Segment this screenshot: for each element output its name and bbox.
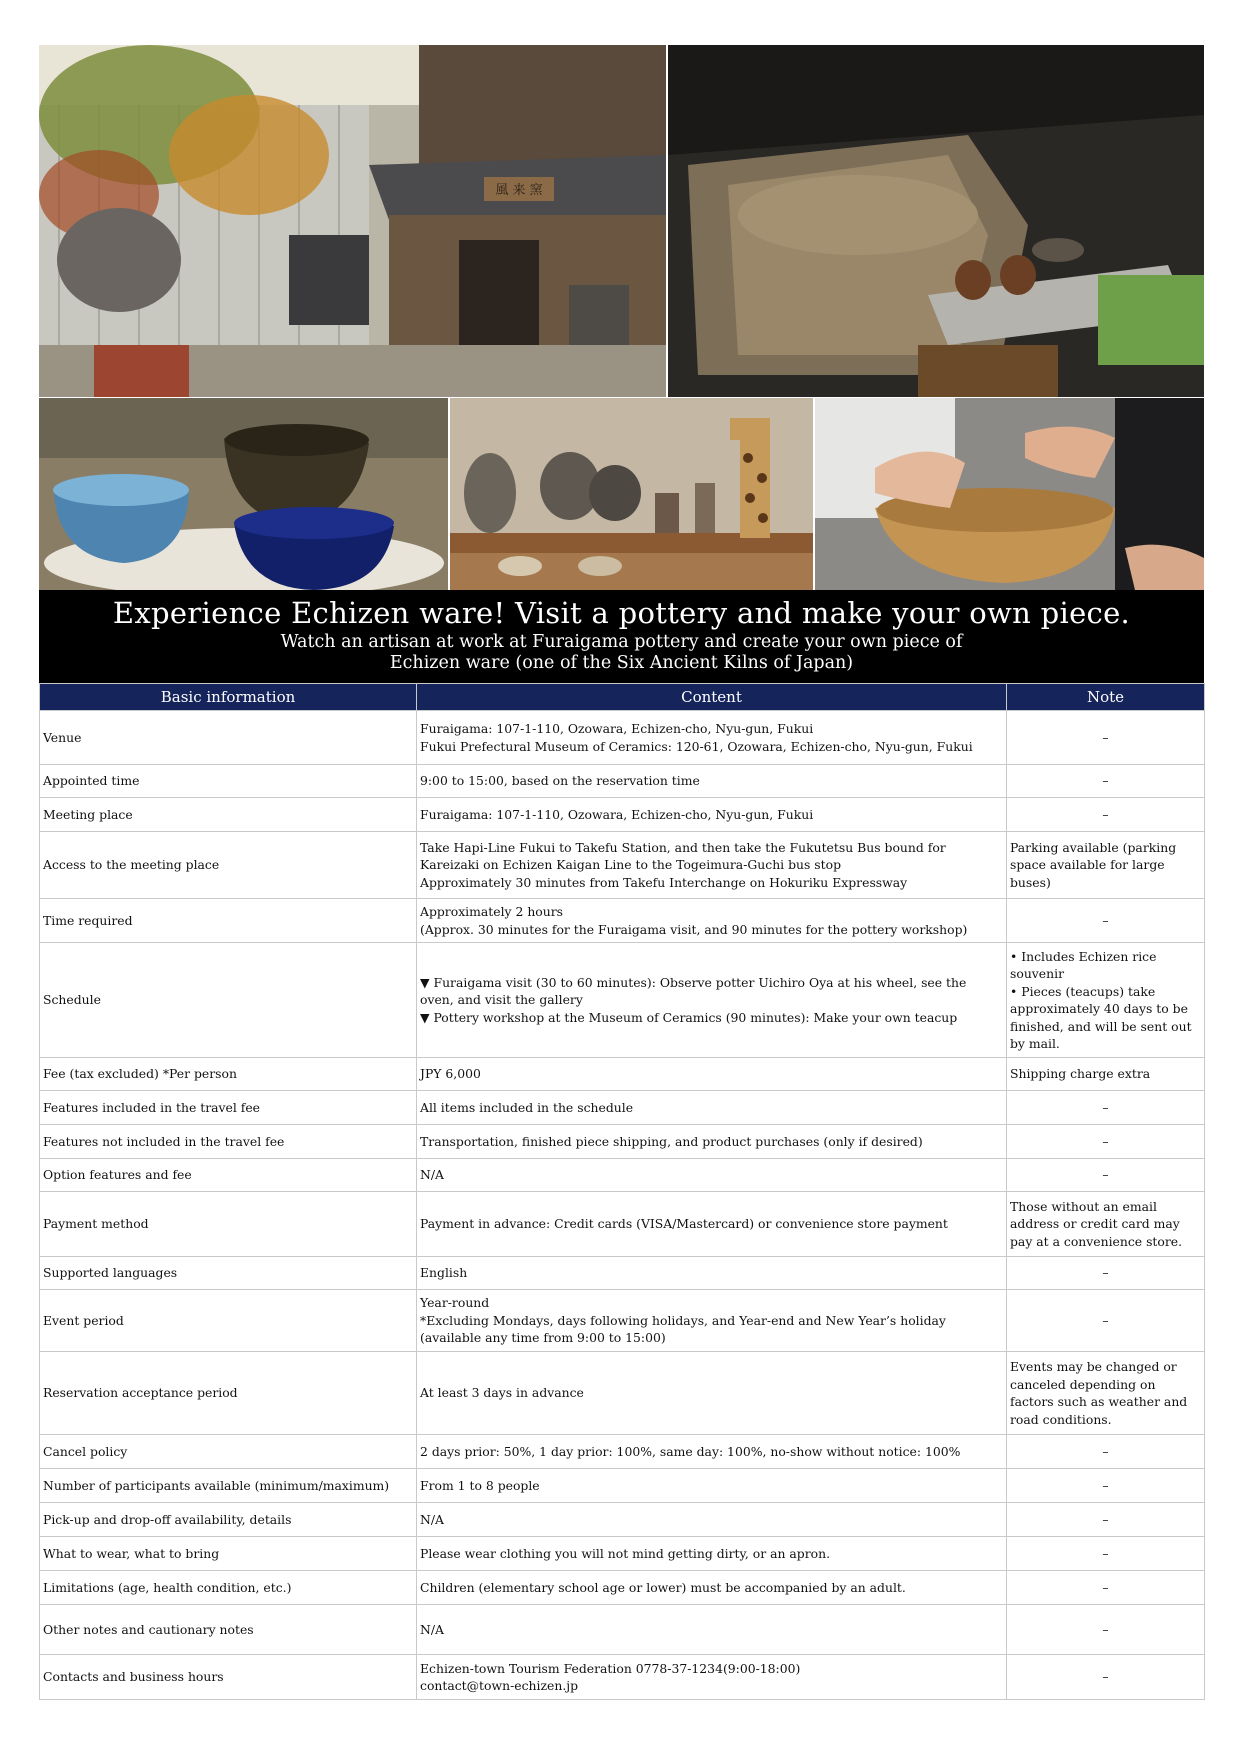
row-content: N/A xyxy=(417,1605,1007,1655)
row-label: Payment method xyxy=(40,1192,417,1257)
row-note: – xyxy=(1007,711,1205,765)
row-note: Parking available (parking space available for large buses) xyxy=(1007,832,1205,899)
row-content: From 1 to 8 people xyxy=(417,1469,1007,1503)
row-label: Pick-up and drop-off availability, details xyxy=(40,1503,417,1537)
table-row xyxy=(40,1125,1205,1159)
row-label: Event period xyxy=(40,1290,417,1352)
column-header-basic-information: Basic information xyxy=(40,684,417,711)
column-header-content: Content xyxy=(417,684,1007,711)
row-note: – xyxy=(1007,1537,1205,1571)
row-note: – xyxy=(1007,1257,1205,1290)
row-label: What to wear, what to bring xyxy=(40,1537,417,1571)
row-note: Those without an email address or credit card may pay at a convenience store. xyxy=(1007,1192,1205,1257)
page-subtitle-line-2: Echizen ware (one of the Six Ancient Kilns of Japan) xyxy=(389,653,854,673)
table-row xyxy=(40,1503,1205,1537)
row-label: Limitations (age, health condition, etc.) xyxy=(40,1571,417,1605)
row-note: – xyxy=(1007,1655,1205,1700)
table-row xyxy=(40,1537,1205,1571)
row-content: At least 3 days in advance xyxy=(417,1352,1007,1435)
row-label: Fee (tax excluded) *Per person xyxy=(40,1058,417,1091)
table-row xyxy=(40,1058,1205,1091)
row-content: All items included in the schedule xyxy=(417,1091,1007,1125)
row-label: Schedule xyxy=(40,943,417,1058)
row-note: – xyxy=(1007,798,1205,832)
row-note: – xyxy=(1007,1091,1205,1125)
row-label: Venue xyxy=(40,711,417,765)
row-note: – xyxy=(1007,1435,1205,1469)
table-row xyxy=(40,1159,1205,1192)
row-note: – xyxy=(1007,1605,1205,1655)
row-content: Furaigama: 107-1-110, Ozowara, Echizen-cho, Nyu-gun, Fukui Fukui Prefectural Museum of Ceramics: 120-61, Ozowara, Echizen-cho, Nyu-gun, Fukui xyxy=(417,711,1007,765)
flyer-page xyxy=(39,45,1204,1700)
row-note: – xyxy=(1007,1290,1205,1352)
row-label: Meeting place xyxy=(40,798,417,832)
basic-information-table xyxy=(39,683,1205,1700)
page-title: Experience Echizen ware! Visit a pottery and make your own piece. xyxy=(112,596,1131,630)
row-content: Transportation, finished piece shipping, and product purchases (only if desired) xyxy=(417,1125,1007,1159)
row-content: JPY 6,000 xyxy=(417,1058,1007,1091)
table-row xyxy=(40,1290,1205,1352)
pottery-workshop-hands-photo xyxy=(815,398,1204,590)
row-label: Contacts and business hours xyxy=(40,1655,417,1700)
row-label: Features included in the travel fee xyxy=(40,1091,417,1125)
row-label: Appointed time xyxy=(40,765,417,798)
row-label: Features not included in the travel fee xyxy=(40,1125,417,1159)
table-row xyxy=(40,1257,1205,1290)
kiln-photo xyxy=(668,45,1204,397)
row-content: Take Hapi-Line Fukui to Takefu Station, and then take the Fukutetsu Bus bound for Kareizaki on Echizen Kaigan Line to the Togeimura-Guchi bus stop Approximately 30 minutes from Takefu Interchange on Hokuriku Expressway xyxy=(417,832,1007,899)
table-row xyxy=(40,1091,1205,1125)
row-note: – xyxy=(1007,1125,1205,1159)
table-row xyxy=(40,798,1205,832)
row-content: Year-round *Excluding Mondays, days following holidays, and Year-end and New Year’s holiday (available any time from 9:00 to 15:00) xyxy=(417,1290,1007,1352)
table-row xyxy=(40,1352,1205,1435)
row-note: – xyxy=(1007,1571,1205,1605)
table-row xyxy=(40,1605,1205,1655)
row-content: Approximately 2 hours (Approx. 30 minutes for the Furaigama visit, and 90 minutes for the pottery workshop) xyxy=(417,899,1007,943)
row-note: – xyxy=(1007,1469,1205,1503)
row-note: Events may be changed or canceled depending on factors such as weather and road conditions. xyxy=(1007,1352,1205,1435)
pottery-gallery-photo xyxy=(450,398,813,590)
row-note: – xyxy=(1007,899,1205,943)
row-note: Shipping charge extra xyxy=(1007,1058,1205,1091)
table-row xyxy=(40,1192,1205,1257)
row-content: Payment in advance: Credit cards (VISA/Mastercard) or convenience store payment xyxy=(417,1192,1007,1257)
row-content: Please wear clothing you will not mind getting dirty, or an apron. xyxy=(417,1537,1007,1571)
column-header-note: Note xyxy=(1007,684,1205,711)
table-row xyxy=(40,899,1205,943)
echizen-bowls-photo xyxy=(39,398,448,590)
table-row xyxy=(40,943,1205,1058)
table-row xyxy=(40,765,1205,798)
page-subtitle-line-1: Watch an artisan at work at Furaigama pottery and create your own piece of xyxy=(280,632,963,652)
row-label: Reservation acceptance period xyxy=(40,1352,417,1435)
row-label: Cancel policy xyxy=(40,1435,417,1469)
row-content: English xyxy=(417,1257,1007,1290)
row-label: Other notes and cautionary notes xyxy=(40,1605,417,1655)
photo-collage xyxy=(39,45,1204,590)
row-note: – xyxy=(1007,765,1205,798)
row-note: – xyxy=(1007,1503,1205,1537)
table-row xyxy=(40,832,1205,899)
row-content: 9:00 to 15:00, based on the reservation time xyxy=(417,765,1007,798)
row-label: Supported languages xyxy=(40,1257,417,1290)
table-header-row xyxy=(40,684,1205,711)
row-content: Echizen-town Tourism Federation 0778-37-1234(9:00-18:00) contact@town-echizen.jp xyxy=(417,1655,1007,1700)
row-label: Access to the meeting place xyxy=(40,832,417,899)
row-label: Time required xyxy=(40,899,417,943)
kiln-sign-text: 風 来 窯 xyxy=(495,183,543,198)
table-row xyxy=(40,1655,1205,1700)
row-content: ▼ Furaigama visit (30 to 60 minutes): Observe potter Uichiro Oya at his wheel, see the oven, and visit the gallery ▼ Pottery workshop at the Museum of Ceramics (90 minutes): Make your own teacup xyxy=(417,943,1007,1058)
row-content: 2 days prior: 50%, 1 day prior: 100%, same day: 100%, no-show without notice: 100% xyxy=(417,1435,1007,1469)
table-row xyxy=(40,1571,1205,1605)
row-content: N/A xyxy=(417,1503,1007,1537)
row-note: – xyxy=(1007,1159,1205,1192)
row-label: Number of participants available (minimum/maximum) xyxy=(40,1469,417,1503)
table-row xyxy=(40,1469,1205,1503)
row-note: • Includes Echizen rice souvenir • Pieces (teacups) take approximately 40 days to be finished, and will be sent out by mail. xyxy=(1007,943,1205,1058)
furaigama-building-photo xyxy=(39,45,666,397)
title-banner xyxy=(39,590,1204,683)
row-content: Furaigama: 107-1-110, Ozowara, Echizen-cho, Nyu-gun, Fukui xyxy=(417,798,1007,832)
row-content: N/A xyxy=(417,1159,1007,1192)
table-row xyxy=(40,1435,1205,1469)
row-label: Option features and fee xyxy=(40,1159,417,1192)
table-row xyxy=(40,711,1205,765)
row-content: Children (elementary school age or lower) must be accompanied by an adult. xyxy=(417,1571,1007,1605)
